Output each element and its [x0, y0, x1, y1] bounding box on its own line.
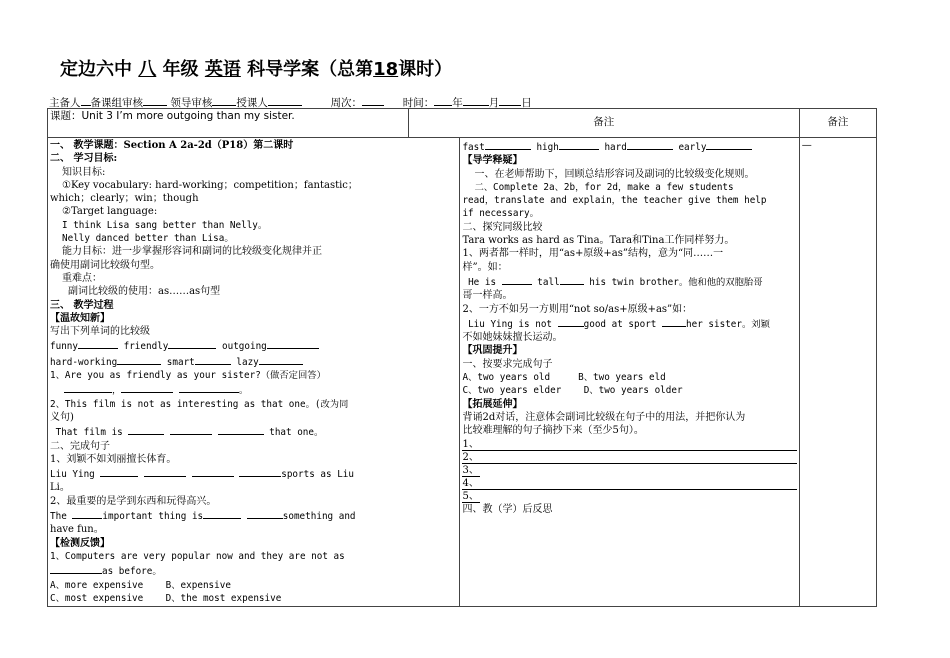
right-content: fast high hard early 【导学释疑】 一、在老师帮助下，回顾总结形容词及副词的比较级变化规则。 二、Complete 2a、2b，for 2d，make a few students read，translate and explain，the teacher give them help if necessary。 二、探究同级比较 Tara works as hard as Tina。Tara和Tina工作同样努力。 1、两者都一样时，用“as+原级+as”结构，意为“同……一 样”。如： He is tall his twin brother。他和他的双胞胎哥 哥一样高。 2、一方不如另一方则用“not so/as+原级+as”如： Liu Ying is not good at sport her sister。刘颖 不如她妹妹擅长运动。 【巩固提升】 一、按要求完成句子 A、two years old B、two years eld C、two years elder D、two years older 【拓展延伸】 背诵2d对话，注意体会副词比较级在句子中的用法，并把你认为 比较难理解的句子摘抄下来（至少5句）。 1、 2、 3、 4、 5、 四、教（学）后反思 [460, 138, 799, 607]
teacher-label: 授课人 [236, 97, 268, 109]
notes-header-1: 备注 [408, 109, 799, 138]
answer-line-2[interactable]: 2、 [462, 451, 796, 464]
time-label: 时间： [402, 97, 435, 109]
leader-review-label: 领导审核 [170, 97, 213, 109]
answer-line-4[interactable]: 4、 [462, 477, 796, 490]
notes-mark: — [801, 140, 812, 151]
answer-line-3[interactable]: 3、 [462, 464, 479, 476]
week-label: 周次： [330, 97, 363, 109]
preparer-label: 主备人 [49, 97, 81, 109]
group-review-label: 备课组审核 [90, 97, 143, 109]
left-content: 一、 教学课题：Section A 2a-2d（P18）第二课时 二、 学习目标: 知识目标: ①Key vocabulary: hard-working；competition；fantastic； which；clearly；win；though ②Target language: I think Lisa sang better than Nelly。 Nelly danced better than Lisa。 能力目标：进一步掌握形容词和副词的比较级变化规律并正 确使用副词比较级句型。 重难点： 副词比较级的使用：as……as句型 三、 教学过程 【温故知新】 写出下列单词的比较级 funny friendly outgoing hard-working smart lazy 1、Are you as friendly as your sister?（做否定回答） ， 。 2、This film is not as interesting as that one。(改为同 义句) That film is that one。 二、完成句子 1、刘颖不如刘丽擅长体育。 Liu Ying sports as Liu Li。 2、最重要的是学到东西和玩得高兴。 The important thing is something and have fun。 【检测反馈】 1、Computers are very popular now and they are not as as before。 A、more expensive B、expensive C、most expensive D、the most expensive [48, 138, 460, 607]
notes-column [799, 138, 876, 607]
notes-header-2: 备注 [799, 109, 876, 138]
page-title: 定边六中 八 年级 英语 科导学案（总第18课时） [60, 59, 453, 80]
answer-line-1[interactable]: 1、 [462, 438, 796, 451]
meta-line: 主备人 备课组审核 领导审核 授课人 周次： 时间： 年 月 日 [49, 97, 532, 109]
lesson-table [47, 108, 877, 607]
topic-cell: 课题：Unit 3 I’m more outgoing than my sister. [48, 109, 409, 138]
answer-line-5[interactable]: 5、 [462, 490, 479, 502]
